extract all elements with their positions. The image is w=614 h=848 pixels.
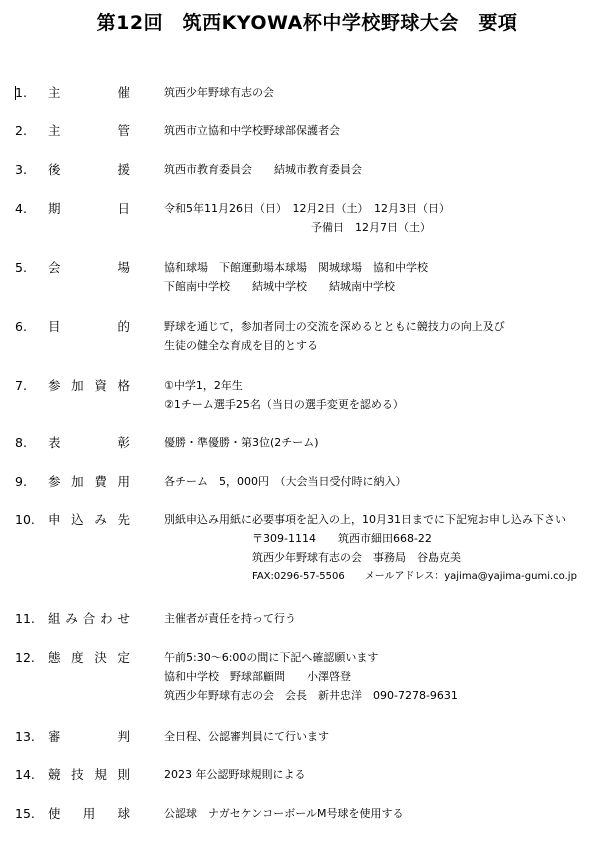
item-number: 3. <box>15 162 27 177</box>
item-label: 期 日 <box>48 201 130 216</box>
item-content: 2023 年公認野球規則による <box>164 768 306 781</box>
item-label: 審 判 <box>48 729 130 744</box>
item-content: 公認球 ナガセケンコーボールM号球を使用する <box>164 807 404 820</box>
item-content: 午前5:30～6:00の間に下記へ確認願います 協和中学校 野球部顧問 小澤啓登 筑西少年野球有志の会 会長 新井忠洋 090-7278-9631 <box>164 651 458 702</box>
item-number: 9. <box>15 474 27 489</box>
item-content: 主催者が責任を持って行う <box>164 612 296 625</box>
item-label: 申 込 み 先 <box>48 512 130 527</box>
item-label: 表 彰 <box>48 435 130 450</box>
item-number: 10. <box>15 512 35 527</box>
item-number: 1. <box>15 85 27 100</box>
item-number: 5. <box>15 260 27 275</box>
item-label: 参 加 資 格 <box>48 378 130 393</box>
item-label: 態 度 決 定 <box>48 650 130 665</box>
item-label: 参 加 費 用 <box>48 474 130 489</box>
item-content: 令和5年11月26日（日） 12月2日（土） 12月3日（日） 予備日 12月7日（土） <box>164 202 450 234</box>
item-content: 協和球場 下館運動場本球場 関城球場 協和中学校 下館南中学校 結城中学校 結城南中学校 <box>164 261 428 293</box>
item-label: 主 催 <box>48 85 130 100</box>
item-number: 11. <box>15 611 35 626</box>
item-content: 別紙申込み用紙に必要事項を記入の上，10月31日までに下記宛お申し込み下さい 〒309-1114 筑西市細田668-22 筑西少年野球有志の会 事務局 谷島克美 FAX:0296-57-5506 メールアドレス：yajima@yajima-gumi.co.jp <box>164 513 577 582</box>
item-number: 6. <box>15 319 27 334</box>
item-label: 競 技 規 則 <box>48 767 130 782</box>
item-content: 各チーム 5，000円 （大会当日受付時に納入） <box>164 475 407 488</box>
item-number: 4. <box>15 201 27 216</box>
item-number: 7. <box>15 378 27 393</box>
item-content: 全日程、公認審判員にて行います <box>164 730 329 743</box>
item-label: 会 場 <box>48 260 130 275</box>
item-label: 主 管 <box>48 123 130 138</box>
item-number: 12. <box>15 650 35 665</box>
item-content: ①中学1，2年生 ②1チーム選手25名（当日の選手変更を認める） <box>164 379 404 411</box>
item-content: 筑西市教育委員会 結城市教育委員会 <box>164 163 362 176</box>
item-label: 後 援 <box>48 162 130 177</box>
item-number: 15. <box>15 806 35 821</box>
item-number: 8. <box>15 435 27 450</box>
item-label: 目 的 <box>48 319 130 334</box>
item-content: 優勝・準優勝・第3位(2チーム) <box>164 436 319 449</box>
item-content: 筑西少年野球有志の会 <box>164 86 274 99</box>
item-number: 13. <box>15 729 35 744</box>
item-content: 野球を通じて，参加者同士の交流を深めるとともに競技力の向上及び 生徒の健全な育成を目的とする <box>164 320 505 352</box>
item-label: 組 み 合 わ せ <box>48 611 130 626</box>
item-number: 14. <box>15 767 35 782</box>
item-number: 2. <box>15 123 27 138</box>
item-label: 使 用 球 <box>48 806 130 821</box>
item-content: 筑西市立協和中学校野球部保護者会 <box>164 124 340 137</box>
page-title: 第12回 筑西KYOWA杯中学校野球大会 要項 <box>96 12 518 34</box>
